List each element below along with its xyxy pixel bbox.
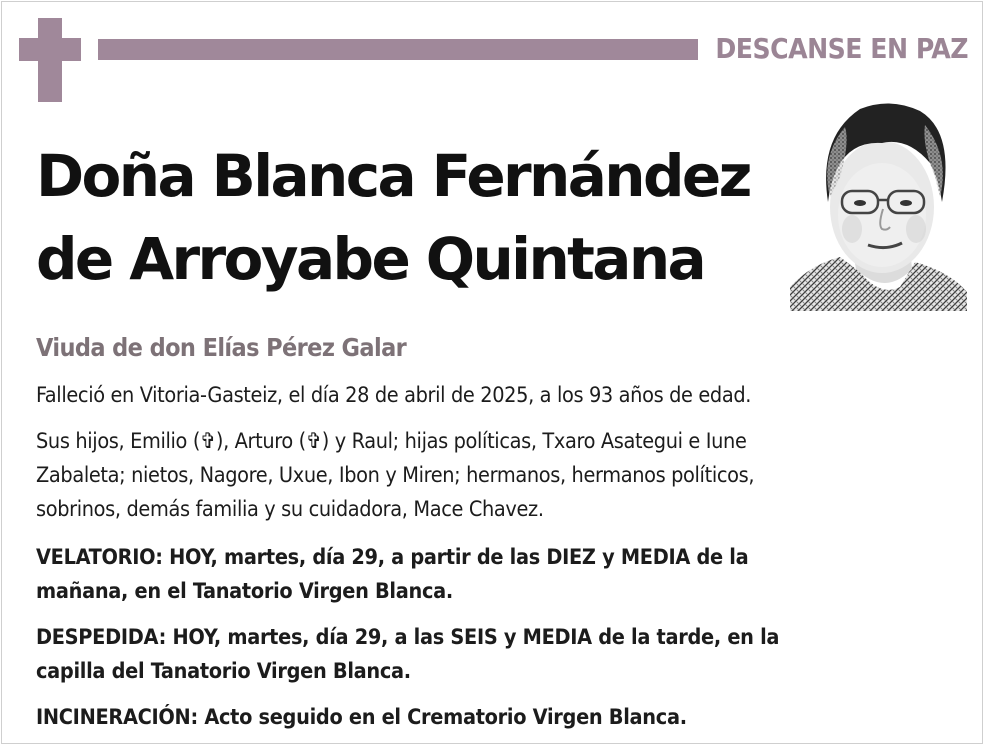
header-divider-bar	[98, 39, 698, 60]
velatorio-line: mañana, en el Tanatorio Virgen Blanca.	[36, 579, 453, 604]
despedida-line: DESPEDIDA: HOY, martes, día 29, a las SEIS y MEDIA de la tarde, en la	[36, 625, 780, 650]
despedida-line: capilla del Tanatorio Virgen Blanca.	[36, 659, 411, 684]
death-notice: Falleció en Vitoria-Gasteiz, el día 28 de abril de 2025, a los 93 años de edad.	[36, 383, 752, 408]
family-line: Zabaleta; nietos, Nagore, Uxue, Ibon y Miren; hermanos, hermanos políticos,	[36, 463, 755, 488]
deceased-name	[36, 135, 796, 301]
family-paragraph	[36, 425, 936, 527]
widow-of-line: Viuda de don Elías Pérez Galar	[36, 333, 407, 362]
cross-horizontal-bar	[19, 38, 81, 61]
deceased-name-line-1: Doña Blanca Fernández	[36, 142, 750, 210]
velatorio-line: VELATORIO: HOY, martes, día 29, a partir de las DIEZ y MEDIA de la	[36, 545, 749, 570]
portrait-photo	[790, 97, 967, 311]
rip-label: DESCANSE EN PAZ	[715, 32, 968, 65]
velatorio-paragraph	[36, 541, 936, 609]
family-line: Sus hijos, Emilio (✞), Arturo (✞) y Raul; hijas políticas, Txaro Asategui e Iune	[36, 429, 747, 454]
family-line: sobrinos, demás familia y su cuidadora, Mace Chavez.	[36, 497, 544, 522]
despedida-paragraph	[36, 621, 936, 689]
deceased-name-line-2: de Arroyabe Quintana	[36, 225, 705, 293]
incineracion-paragraph: INCINERACIÓN: Acto seguido en el Crematorio Virgen Blanca.	[36, 705, 687, 730]
